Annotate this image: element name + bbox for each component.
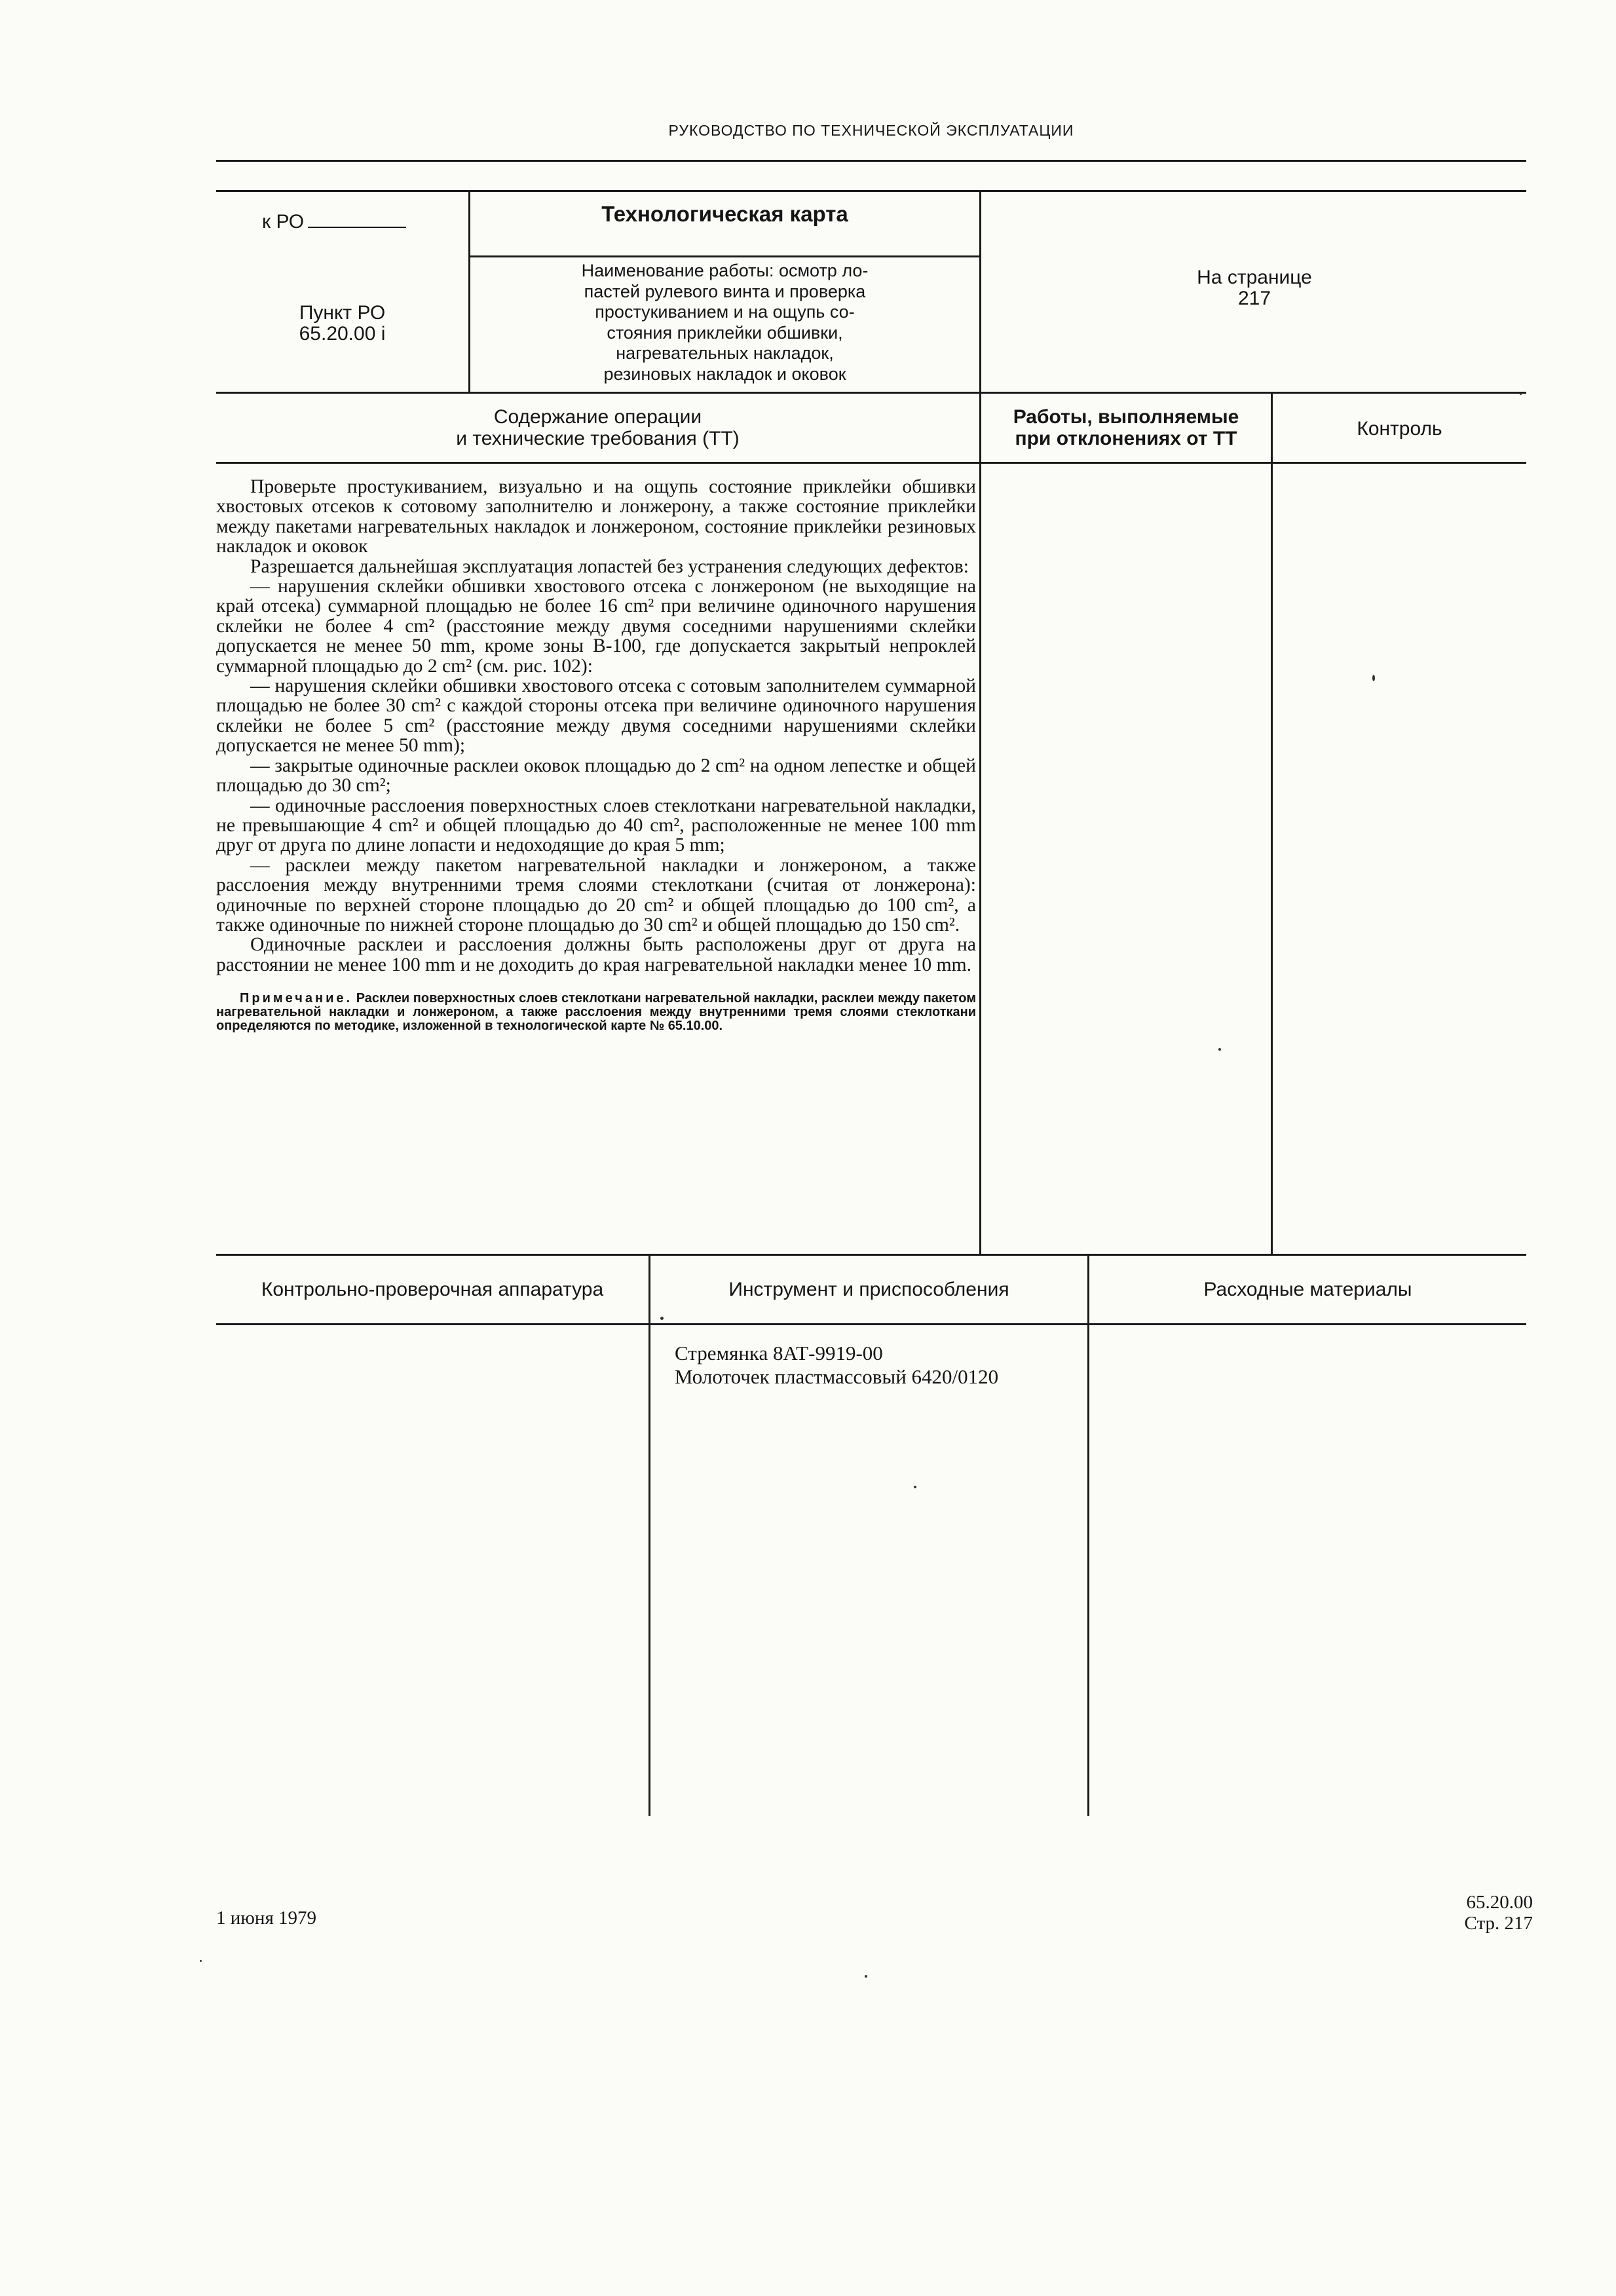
- resources-vline-left: [648, 1254, 650, 1816]
- card-title: Технологическая карта: [601, 202, 848, 226]
- column-deviation-header: [981, 406, 1271, 449]
- note-text: Расклеи поверхностных слоев стеклоткани нагревательной накладки, расклеи между пакетом нагревательной накладки и лонжероном, а также расслоения между внутренними тремя слоями стеклоткани определяются по методике, изложенной в технологической карте № 65.10.00.: [216, 991, 977, 1034]
- operation-text: [216, 477, 976, 1033]
- card-bottom-border: [216, 392, 1526, 394]
- column-deviation-line: при отклонениях от ТТ: [1015, 428, 1237, 449]
- tool-item: Молоточек пластмассовый 6420/0120: [675, 1365, 999, 1388]
- ref-ro-blank: [308, 211, 406, 228]
- scan-speck: [1218, 1048, 1221, 1051]
- work-name-line: пастей рулевого винта и проверка: [584, 281, 866, 301]
- footer-date: 1 июня 1979: [216, 1908, 317, 1929]
- column-content-line: Содержание операции: [493, 406, 702, 428]
- scan-speck: [1520, 393, 1522, 395]
- operation-paragraph: — расклеи между пакетом нагревательной накладки и лонжероном, а также расслоения между внутренними тремя слоями стеклоткани (считая от лонжерона): одиночные по верхней стороне площадью до 20 cm² и общей площадью до 100 cm², а также одиночные по нижней стороне площадью до 30 cm² и общей площадью до 150 cm².: [216, 854, 976, 935]
- page-ref: [983, 267, 1526, 309]
- tool-item: Стремянка 8АТ-9919-00: [675, 1342, 883, 1364]
- running-header: РУКОВОДСТВО ПО ТЕХНИЧЕСКОЙ ЭКСПЛУАТАЦИИ: [668, 122, 1074, 139]
- page-ref-value: 217: [1237, 288, 1271, 309]
- footer-page-value: Стр. 217: [1464, 1913, 1533, 1934]
- operation-paragraph: — нарушения склейки обшивки хвостового отсека с лонжероном (не выходящие на край отсека) суммарной площадью не более 16 cm² при величине одиночного нарушения склейки не более 4 cm² (расстояние между двумя соседними нарушениями склейки допускается не менее 50 mm, кроме зоны В-100, где допускается закрытый непроклей суммарной площадью до 2 cm² (см. рис. 102):: [216, 576, 976, 677]
- resources-vline-right: [1087, 1254, 1089, 1816]
- operation-paragraph: — нарушения склейки обшивки хвостового отсека с сотовым заполнителем суммарной площадью не более 30 cm² с каждой стороны отсека при величине одиночного нарушения склейки не более 5 cm² (расстояние между двумя соседними нарушениями склейки допускается не менее 50 mm);: [216, 675, 976, 757]
- operation-paragraph: — закрытые одиночные расклеи оковок площадью до 2 cm² на одном лепестке и общей площадью до 30 cm²;: [216, 755, 976, 797]
- point-ro: [216, 303, 468, 345]
- work-name-line: Наименование работы: осмотр ло-: [581, 261, 869, 280]
- operation-paragraph: Одиночные расклеи и расслоения должны быть расположены друг от друга на расстоянии не менее 100 mm и не доходить до края нагревательной накладки менее 10 mm.: [216, 934, 976, 975]
- ref-ro-label: к РО: [262, 211, 305, 233]
- scan-speck: [1372, 675, 1375, 681]
- column-content-line: и технические требования (ТТ): [456, 428, 740, 449]
- card-top-border: [216, 190, 1526, 192]
- operation-paragraph: — одиночные расслоения поверхностных слоев стеклоткани нагревательной накладки, не превышающие 4 cm² и общей площадью до 40 cm², расположенные не менее 100 mm друг от друга по длине лопасти и недоходящие до края 5 mm;: [216, 795, 976, 856]
- work-name-line: резиновых накладок и оковок: [603, 364, 846, 384]
- footer-code-value: 65.20.00: [1466, 1892, 1533, 1913]
- header-rule: [216, 160, 1526, 162]
- point-ro-label: Пункт РО: [299, 302, 386, 324]
- resources-top-border: [216, 1254, 1526, 1256]
- note: [216, 992, 976, 1033]
- work-name-line: нагревательных накладок,: [616, 343, 834, 363]
- page-ref-label: На странице: [1197, 267, 1312, 288]
- column-apparatus-header: Контрольно-проверочная аппаратура: [261, 1279, 604, 1300]
- column-control-header: Контроль: [1357, 418, 1442, 440]
- card-vline-right: [979, 190, 981, 1254]
- ref-ro: [262, 211, 406, 233]
- columns-head-rule: [216, 462, 1526, 464]
- title-divider: [468, 255, 979, 257]
- column-deviation-line: Работы, выполняемые: [1013, 406, 1239, 428]
- column-content-header: [216, 406, 979, 449]
- work-name-line: стояния приклейки обшивки,: [607, 322, 843, 343]
- scan-speck: [914, 1486, 916, 1488]
- control-vline: [1271, 392, 1273, 1254]
- point-ro-value: 65.20.00 i: [299, 323, 386, 345]
- scan-speck: [865, 1975, 867, 1978]
- column-materials-header: Расходные материалы: [1203, 1279, 1412, 1300]
- work-name: [470, 261, 979, 385]
- column-tools-header: Инструмент и приспособления: [728, 1279, 1009, 1300]
- resources-head-rule: [216, 1323, 1526, 1325]
- footer-code: [1402, 1892, 1533, 1934]
- scan-speck: [200, 1960, 202, 1962]
- scan-speck: [660, 1317, 664, 1320]
- operation-paragraph: Проверьте простукиванием, визуально и на ощупь состояние приклейки обшивки хвостовых отсеков к сотовому заполнителю и лонжерону, а также состояние приклейки между пакетами нагревательных накладок и лонжероном, состояние приклейки резиновых накладок и оковок: [216, 476, 976, 557]
- note-label: Примечание.: [240, 991, 353, 1006]
- operation-paragraph: Разрешается дальнейшая эксплуатация лопастей без устранения следующих дефектов:: [250, 555, 969, 577]
- work-name-line: простукиванием и на ощупь со-: [595, 302, 855, 322]
- tools-list: [675, 1342, 1081, 1389]
